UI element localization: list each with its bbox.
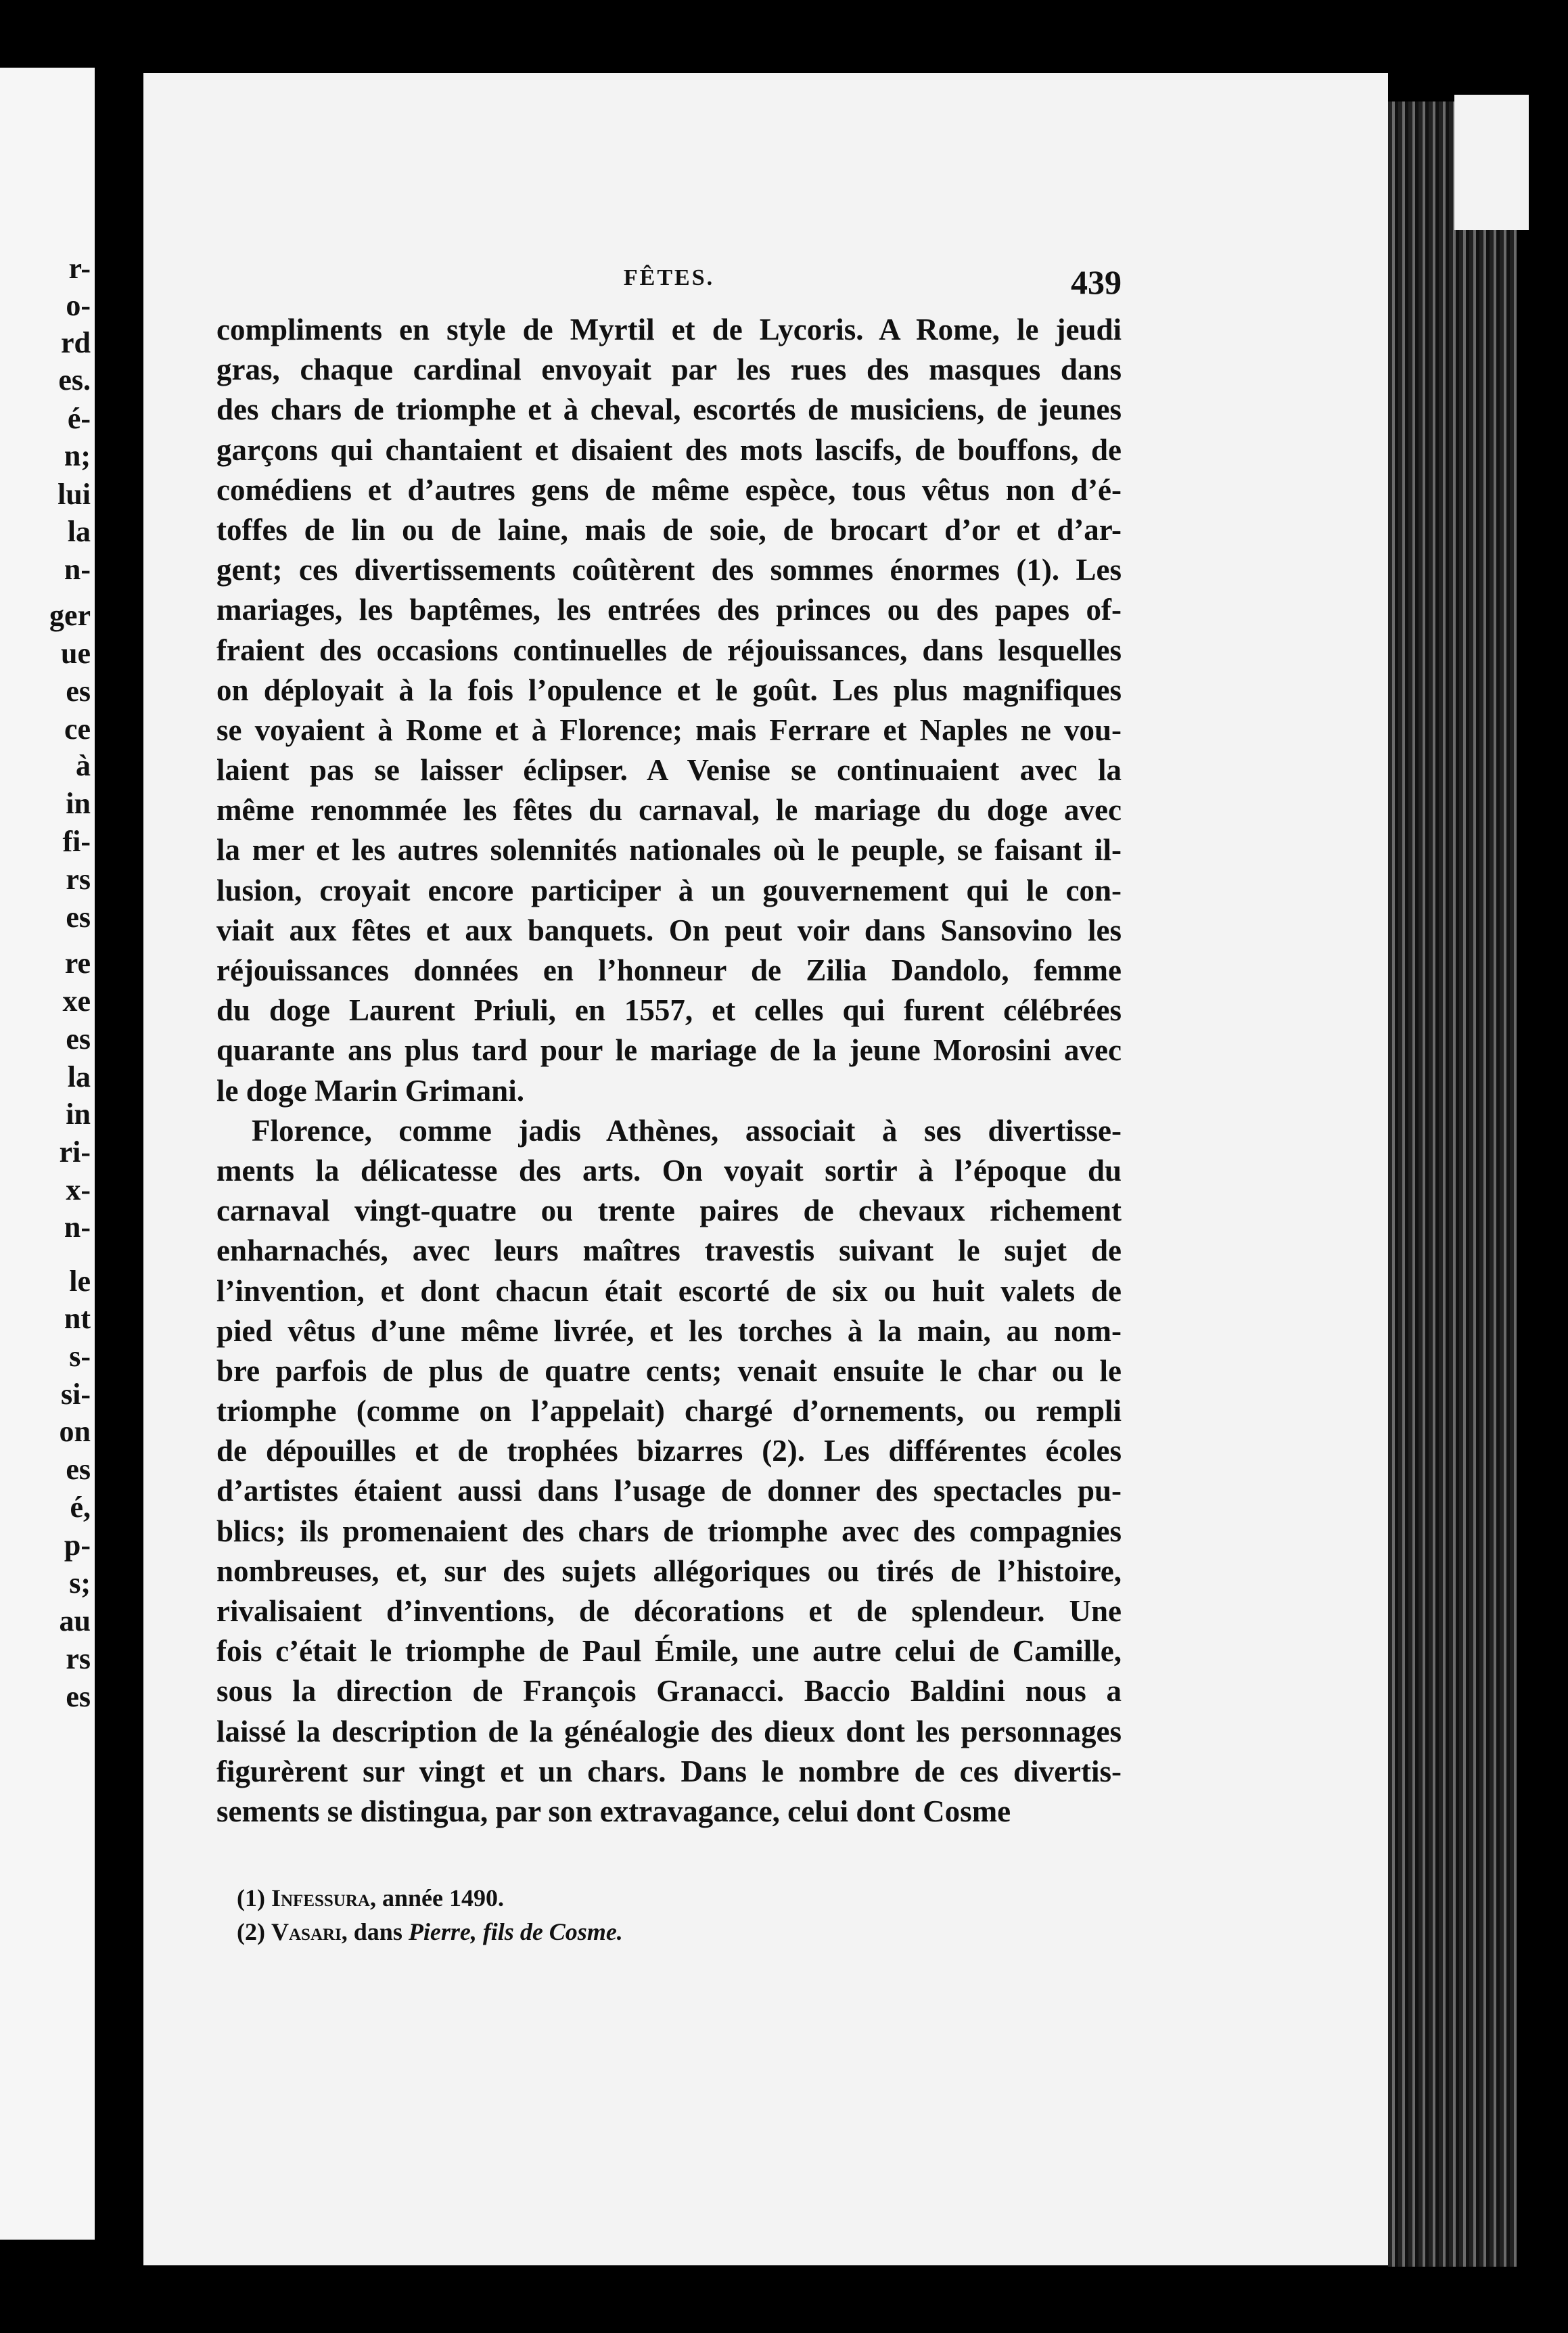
text-line: pied vêtus d’une même livrée, et les torches à la main, au nom- xyxy=(216,1313,1122,1348)
left-page-fragment: rs xyxy=(66,863,91,896)
text-line: toffes de lin ou de laine, mais de soie, de brocart d’or et d’ar- xyxy=(216,512,1122,547)
left-page-fragment: o- xyxy=(66,289,91,322)
footnote-title: Pierre, fils de Cosme. xyxy=(408,1918,623,1945)
left-page-fragment: x- xyxy=(66,1173,91,1206)
left-page-fragment: nt xyxy=(64,1302,91,1335)
text-line: bre parfois de plus de quatre cents; venait ensuite le char ou le xyxy=(216,1353,1122,1388)
text-line: laient pas se laisser éclipser. A Venise se continuaient avec la xyxy=(216,753,1122,788)
left-page-fragment: re xyxy=(64,947,91,980)
text-line: on déployait à la fois l’opulence et le goût. Les plus magnifiques xyxy=(216,673,1122,707)
text-line: mariages, les baptêmes, les entrées des princes ou des papes of- xyxy=(216,593,1122,627)
text-line: fraient des occasions continuelles de réjouissances, dans lesquelles xyxy=(216,633,1122,667)
left-page-fragment: le xyxy=(69,1265,91,1298)
text-line: des chars de triomphe et à cheval, escortés de musiciens, de jeunes xyxy=(216,392,1122,427)
text-line: réjouissances données en l’honneur de Zilia Dandolo, femme xyxy=(216,953,1122,987)
left-page-fragment: lui xyxy=(57,478,91,511)
text-line: garçons qui chantaient et disaient des mots lascifs, de bouffons, de xyxy=(216,432,1122,467)
left-page-fragment: in xyxy=(66,1097,91,1131)
text-line: sous la direction de François Granacci. Baccio Baldini nous a xyxy=(216,1674,1122,1708)
left-page-fragment: à xyxy=(76,749,91,782)
left-page-fragment: es xyxy=(66,901,91,934)
page-edge-stack xyxy=(1388,101,1517,2267)
text-line: quarante ans plus tard pour le mariage de la jeune Morosini avec xyxy=(216,1033,1122,1068)
text-line: gras, chaque cardinal envoyait par les rues des masques dans xyxy=(216,353,1122,387)
left-page-fragment: n- xyxy=(64,553,91,586)
text-line: laissé la description de la généalogie des dieux dont les personnages xyxy=(216,1714,1122,1748)
left-page-fragment: s- xyxy=(69,1340,91,1373)
text-line: de dépouilles et de trophées bizarres (2). Les différentes écoles xyxy=(216,1434,1122,1468)
footnote-author: Infessura xyxy=(271,1884,370,1911)
left-page-fragment: es xyxy=(66,1022,91,1056)
left-page-fragment: n- xyxy=(64,1210,91,1244)
left-page-fragment: xe xyxy=(62,984,91,1018)
left-page-fragment: s; xyxy=(69,1566,91,1600)
running-head: FÊTES. xyxy=(623,265,715,290)
left-page-fragment: es xyxy=(66,1453,91,1486)
text-line: lusion, croyait encore participer à un gouvernement qui le con- xyxy=(216,873,1122,907)
text-line: figurèrent sur vingt et un chars. Dans le nombre de ces divertis- xyxy=(216,1754,1122,1788)
text-line: enharnachés, avec leurs maîtres travestis suivant le sujet de xyxy=(216,1233,1122,1268)
text-line: sements se distingua, par son extravagance, celui dont Cosme xyxy=(216,1794,1011,1828)
left-page-fragment: au xyxy=(59,1604,91,1637)
text-line: du doge Laurent Priuli, en 1557, et celles qui furent célébrées xyxy=(216,993,1122,1028)
page-number: 439 xyxy=(1071,263,1122,301)
text-line: ments la délicatesse des arts. On voyait sortir à l’époque du xyxy=(216,1153,1122,1187)
left-page-fragment: r- xyxy=(68,252,91,285)
left-page-fragment: n; xyxy=(64,439,91,472)
left-page-fragment: rs xyxy=(66,1642,91,1675)
left-page-fragment: la xyxy=(67,515,91,548)
footnotes xyxy=(237,1881,1048,1949)
body-text xyxy=(216,310,1122,1832)
footnote-1: (1) Infessura, année 1490. xyxy=(237,1884,504,1911)
text-line: compliments en style de Myrtil et de Lycoris. A Rome, le jeudi xyxy=(216,313,1122,346)
text-line: blics; ils promenaient des chars de triomphe avec des compagnies xyxy=(216,1514,1122,1548)
left-page-fragment: la xyxy=(67,1060,91,1093)
text-line: triomphe (comme on l’appelait) chargé d’ornements, ou rempli xyxy=(216,1394,1122,1428)
text-line: gent; ces divertissements coûtèrent des sommes énormes (1). Les xyxy=(216,553,1122,587)
left-page-fragment: es. xyxy=(58,363,91,397)
left-page-fragment: si- xyxy=(61,1378,91,1411)
text-line: le doge Marin Grimani. xyxy=(216,1073,524,1108)
text-line: la mer et les autres solennités nationales où le peuple, se faisant il- xyxy=(216,833,1122,867)
left-page-fragment: es xyxy=(66,675,91,708)
page-header xyxy=(216,263,1122,303)
footnote-author: Vasari xyxy=(271,1918,342,1945)
left-page-fragment: ce xyxy=(64,712,91,746)
left-page-fragment: ue xyxy=(61,637,91,670)
left-page-fragment: ri- xyxy=(59,1135,91,1169)
text-line: même renommée les fêtes du carnaval, le mariage du doge avec xyxy=(216,793,1122,828)
text-line: comédiens et d’autres gens de même espèce, tous vêtus non d’é- xyxy=(216,472,1122,507)
text-line: d’artistes étaient aussi dans l’usage de donner des spectacles pu- xyxy=(216,1474,1122,1508)
text-line: nombreuses, et, sur des sujets allégoriques ou tirés de l’histoire, xyxy=(216,1554,1122,1588)
text-line: rivalisaient d’inventions, de décorations et de splendeur. Une xyxy=(216,1594,1122,1628)
left-page-fragment: es xyxy=(66,1680,91,1713)
text-line: se voyaient à Rome et à Florence; mais Ferrare et Naples ne vou- xyxy=(216,712,1122,747)
left-page-fragment: é- xyxy=(67,402,91,435)
left-page-fragment: fi- xyxy=(62,825,91,858)
left-page-fragment: é, xyxy=(70,1491,91,1524)
left-page-fragment: rd xyxy=(61,326,91,359)
left-page-margin xyxy=(0,68,95,2240)
text-line: viait aux fêtes et aux banquets. On peut voir dans Sansovino les xyxy=(216,913,1122,947)
page-corner xyxy=(1454,95,1529,230)
footnote-2: (2) Vasari, dans Pierre, fils de Cosme. xyxy=(237,1918,623,1945)
left-page-fragment: on xyxy=(59,1415,91,1448)
left-page-fragment: ger xyxy=(49,599,91,632)
text-line: carnaval vingt-quatre ou trente paires de chevaux richement xyxy=(216,1194,1122,1228)
text-line: fois c’était le triomphe de Paul Émile, une autre celui de Camille, xyxy=(216,1634,1122,1669)
left-page-fragment: in xyxy=(66,787,91,820)
text-line: l’invention, et dont chacun était escorté de six ou huit valets de xyxy=(216,1273,1122,1308)
text-line: Florence, comme jadis Athènes, associait à ses divertisse- xyxy=(252,1113,1122,1148)
left-page-fragment: p- xyxy=(64,1528,91,1562)
